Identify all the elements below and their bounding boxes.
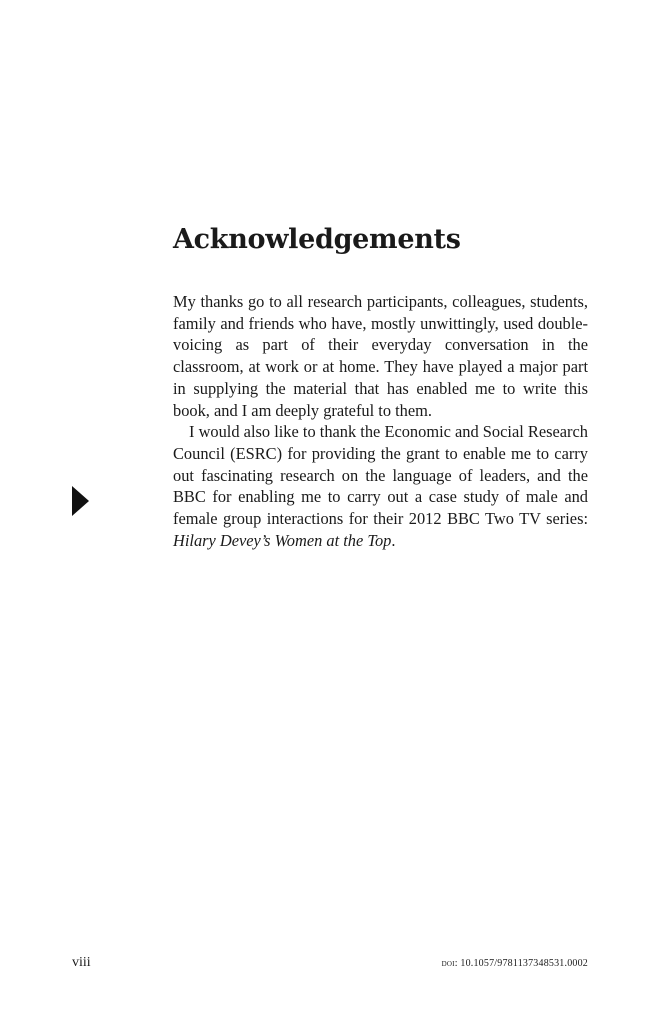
paragraph-2-end: . — [391, 530, 396, 550]
page-number: viii — [72, 955, 91, 970]
series-title: Hilary Devey’s Women at the Top — [173, 530, 392, 550]
doi-value: 10.1057/9781137348531.0002 — [457, 958, 588, 969]
paragraph-2 — [173, 421, 588, 551]
paragraph-1: My thanks go to all research participants, colleagues, students, family and friends who have, mostly unwittingly, used double-voicing as part of their everyday conversation in the classroom, at work or at home. They have played a major part in supplying the material that has enabled me to write this book, and I am deeply grateful to them. — [173, 292, 588, 420]
doi-reference — [442, 958, 588, 969]
paragraph-2-last-prefix: BBC Two TV series: — [447, 509, 588, 529]
paragraph-2-line-4: leaders, and the BBC for enabling me to carry out a case — [173, 465, 588, 507]
paragraph-2-line-1: I would also like to thank the Economic and Social — [189, 422, 524, 442]
paragraph-2-line-3: me to carry out fascinating research on the language of — [173, 443, 588, 485]
paragraph-2-line-2: Research Council (ESRC) for providing the grant to enable — [173, 422, 588, 463]
doi-prefix: doi: — [441, 958, 458, 969]
triangle-right-icon[interactable] — [72, 486, 89, 516]
page-title: Acknowledgements — [173, 224, 461, 255]
paragraph-2-line-5: study of male and female group interactions for their 2012 — [173, 487, 588, 529]
acknowledgements-body — [173, 291, 588, 551]
